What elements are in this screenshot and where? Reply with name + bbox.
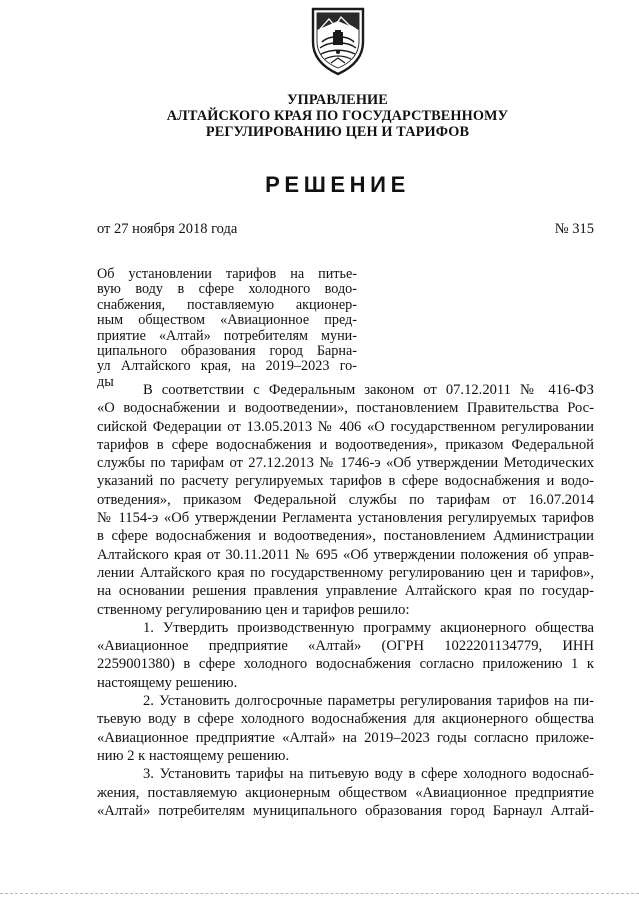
document-subject	[97, 267, 357, 390]
body-line: В соответствии с Федеральным законом от 07.12.2011 № 416-ФЗ	[143, 382, 594, 398]
document-type-title: РЕШЕНИЕ	[265, 172, 410, 197]
body-line: настоящему решению.	[97, 674, 238, 691]
page-bottom-divider	[0, 893, 639, 894]
body-line: нию 2 к настоящему решению.	[97, 747, 290, 764]
document-date: от 27 ноября 2018 года	[97, 221, 238, 237]
subject-line: ципального образования город Барна-	[97, 343, 357, 360]
body-line: «Алтай» потребителям муниципального образования город Барнаул Алтай-	[97, 802, 594, 819]
body-line: сийской Федерации от 13.05.2013 № 406 «О государственном регулировании	[97, 418, 594, 435]
document-number: № 315	[554, 221, 594, 237]
body-line: на основании решения правления управление Алтайского края по государ-	[97, 583, 594, 600]
subject-line: ным обществом «Авиационное пред-	[97, 312, 357, 329]
subject-line: ул Алтайского края, на 2019–2023 го-	[97, 358, 357, 375]
coat-of-arms-emblem	[309, 6, 367, 76]
body-line: «О водоснабжении и водоотведении», постановлением Правительства Рос-	[97, 400, 594, 417]
body-line: № 1154-э «Об утверждении Регламента установления регулируемых тарифов	[97, 510, 594, 527]
body-line: отведения», приказом Федеральной службы по тарифам от 16.07.2014	[97, 491, 594, 508]
agency-name-line: УПРАВЛЕНИЕ	[287, 92, 388, 108]
agency-name-line: АЛТАЙСКОГО КРАЯ ПО ГОСУДАРСТВЕННОМУ	[166, 108, 509, 124]
subject-line: снабжения, поставляемую акционер-	[97, 296, 357, 313]
subject-line: приятие «Алтай» потребителям муни-	[97, 327, 357, 344]
body-line: 2. Установить долгосрочные параметры регулирования тарифов на пи-	[143, 693, 594, 710]
body-line: указаний по расчету регулируемых тарифов в сфере водоснабжения и водо-	[97, 473, 594, 490]
agency-name-line: РЕГУЛИРОВАНИЮ ЦЕН И ТАРИФОВ	[205, 124, 470, 140]
body-line: «Авиационное предприятие «Алтай» на 2019–2023 годы согласно приложе-	[97, 729, 594, 746]
body-line: тарифов в сфере водоснабжения и водоотведения», приказом Федеральной	[97, 436, 594, 453]
body-line: «Авиационное предприятие «Алтай» (ОГРН 1022201134779, ИНН	[97, 638, 594, 655]
body-line: ственному регулированию цен и тарифов решило:	[97, 601, 410, 618]
body-line: тьевую воду в сфере холодного водоснабжения для акционерного общества	[97, 711, 594, 728]
body-line: 3. Установить тарифы на питьевую воду в сфере холодного водоснаб-	[143, 766, 594, 783]
agency-name	[150, 92, 525, 140]
body-line: службы по тарифам от 27.12.2013 № 1746-э «Об утверждении Методических	[97, 455, 594, 472]
body-line: 1. Утвердить производственную программу акционерного общества	[143, 619, 594, 636]
body-line: Алтайского края от 30.11.2011 № 695 «Об утверждении положения об управ-	[97, 546, 594, 563]
body-line: 2259001380) в сфере холодного водоснабжения согласно приложению 1 к	[97, 656, 594, 673]
body-line: в сфере водоснабжения и водоотведения», постановлением Администрации	[97, 528, 594, 545]
body-line: жения, поставляемую акционерным обществом «Авиационное предприятие	[97, 784, 594, 801]
subject-line: вую воду в сфере холодного водо-	[97, 281, 357, 298]
subject-line: Об установлении тарифов на питье-	[97, 266, 357, 282]
body-line: лении Алтайского края по государственному регулированию цен и тарифов»,	[97, 564, 594, 581]
subject-line: ды	[97, 373, 114, 390]
document-body	[97, 381, 594, 820]
